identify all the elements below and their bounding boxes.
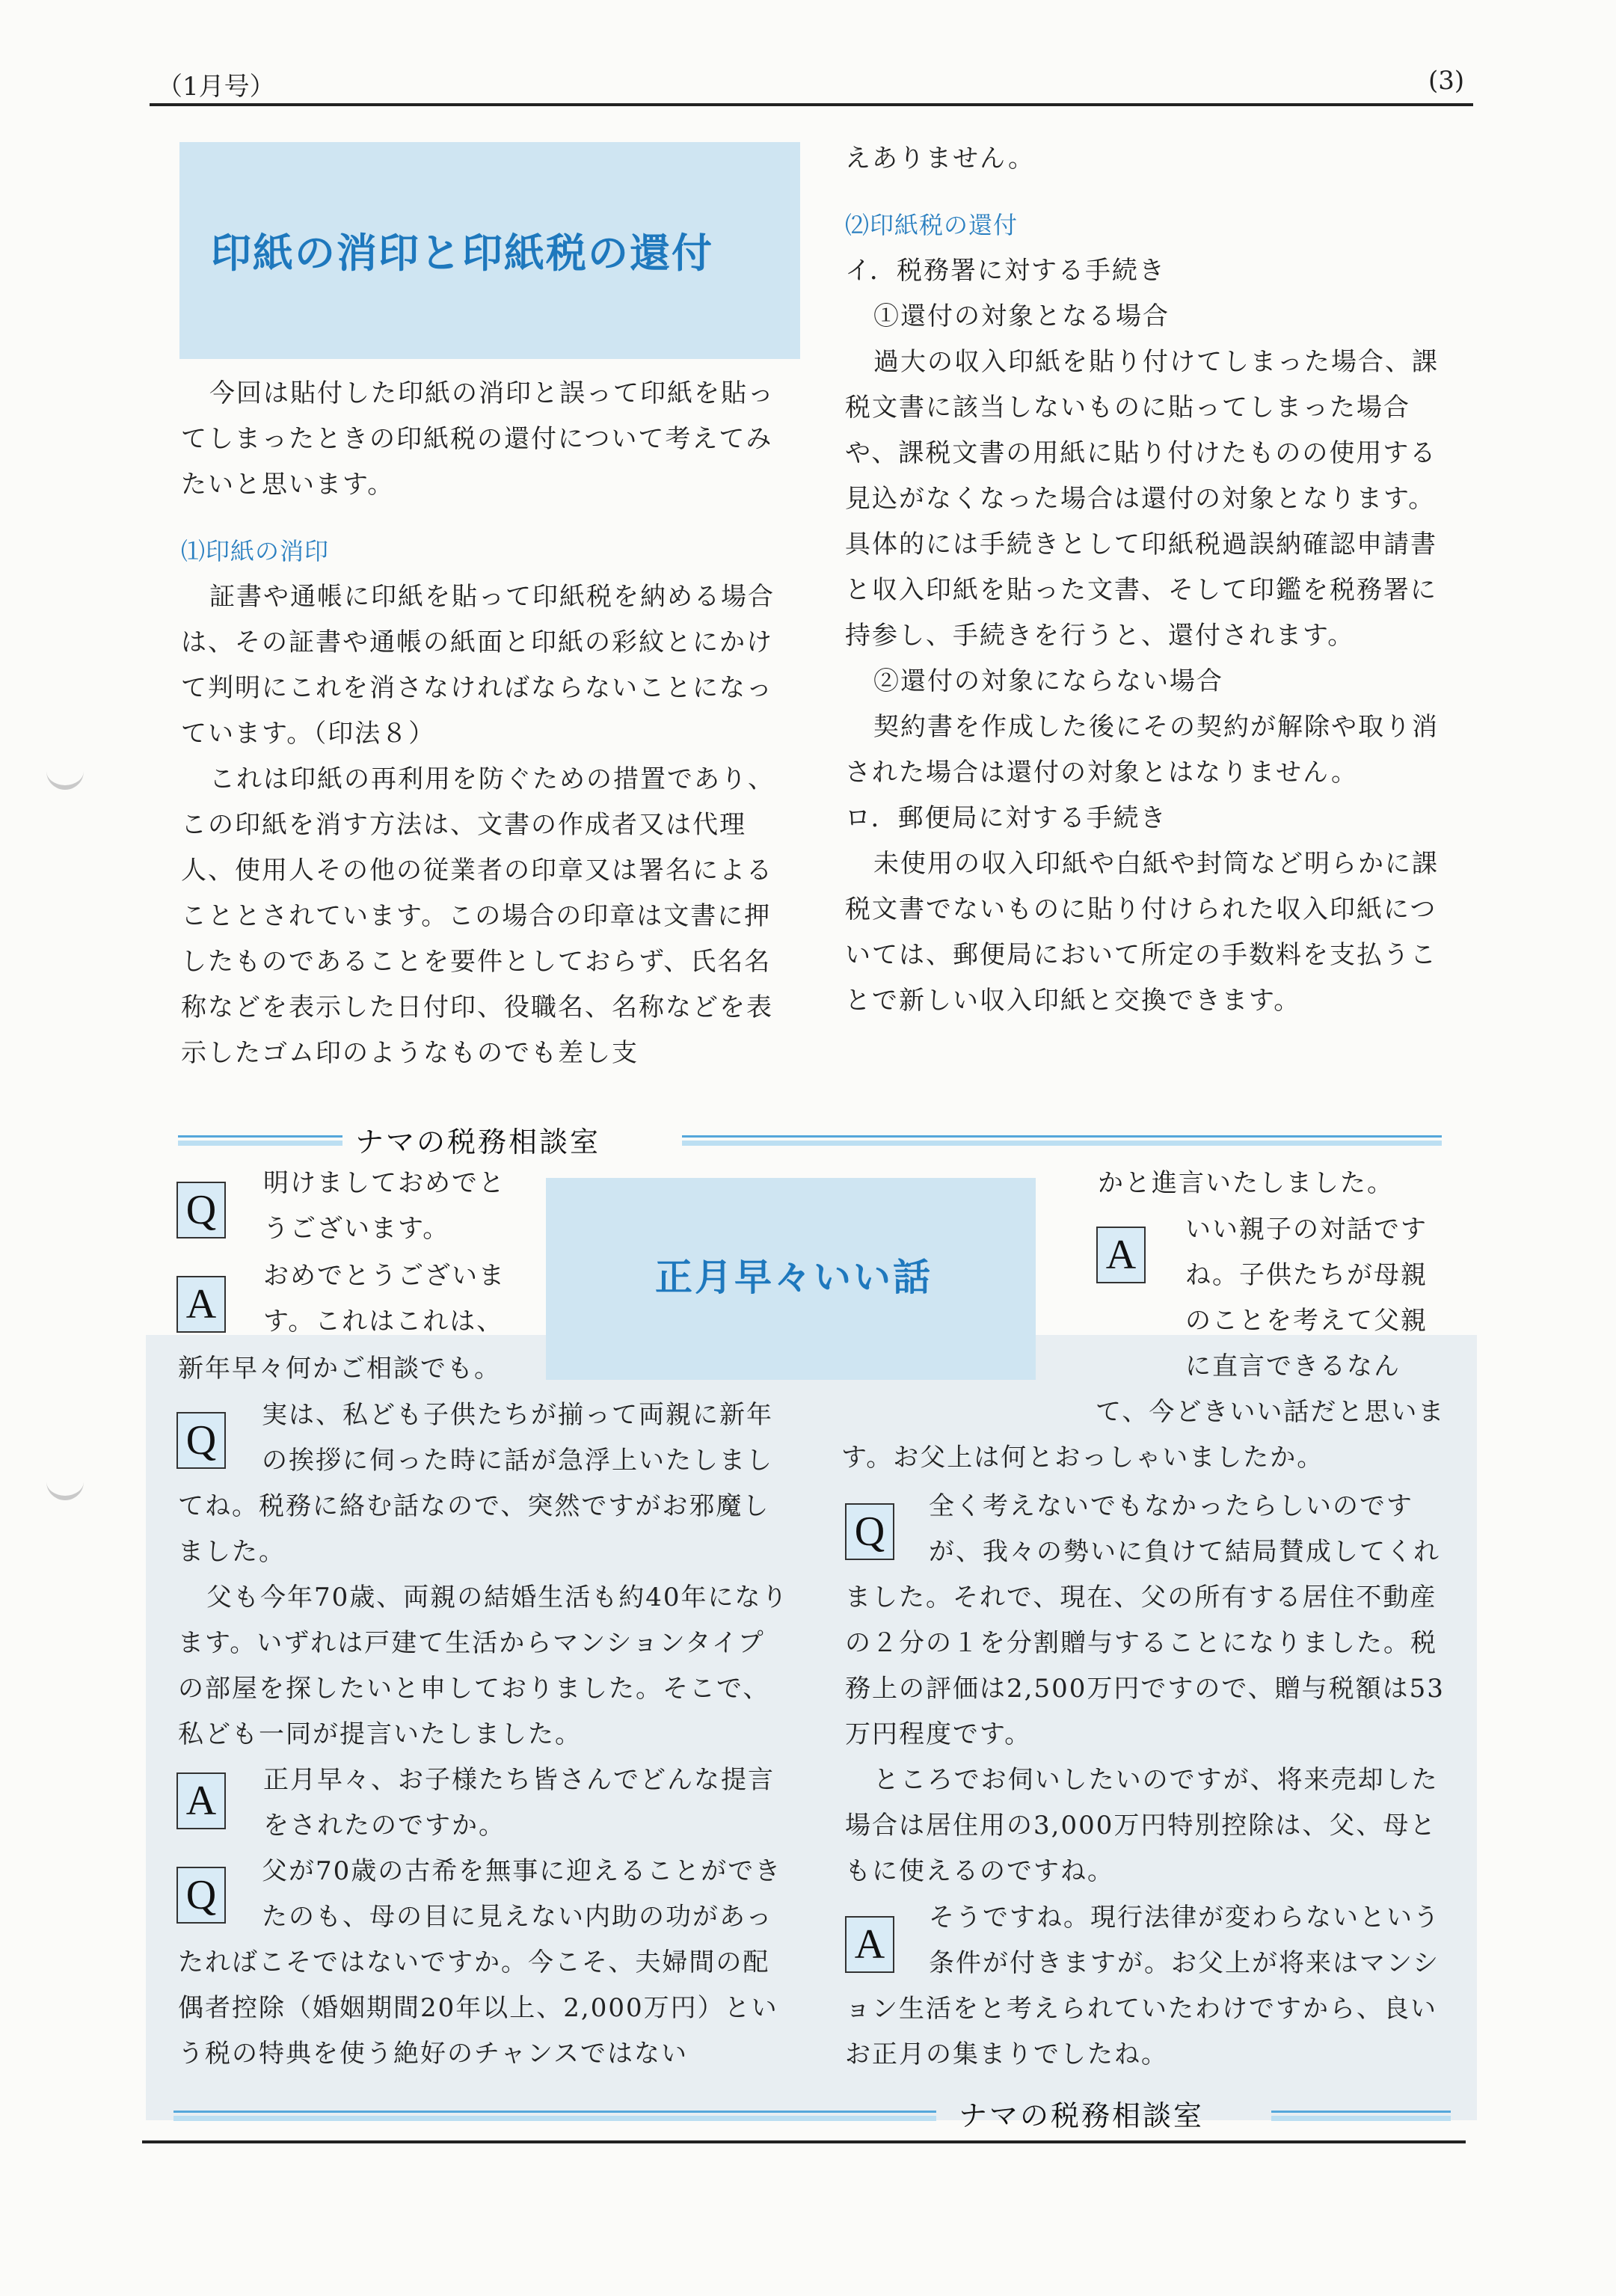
article-intro: 今回は貼付した印紙の消印と誤って印紙を貼ってしまったときの印紙税の還付について考えてみたいと思います。	[181, 378, 775, 500]
qa-a2	[263, 1758, 791, 1849]
banner-stripe	[178, 1135, 342, 1146]
question-marker: Q	[176, 1182, 226, 1238]
qa-text: 明けましておめでとうございます。	[263, 1168, 506, 1244]
qa-q1	[263, 1161, 521, 1252]
header-rule	[150, 103, 1473, 106]
article-paragraph: 契約書を作成した後にその契約が解除や取り消された場合は還付の対象とはなりません。	[845, 712, 1439, 788]
answer-marker: A	[176, 1276, 226, 1333]
qa-q3-cont	[1098, 1161, 1442, 1206]
article-paragraph: 証書や通帳に印紙を貼って印紙税を納める場合は、その証書や通帳の紙面と印紙の彩紋とにかけて判明にこれを消さなければならないことになっています。（印法８）	[181, 582, 775, 749]
answer-marker: A	[1096, 1227, 1146, 1283]
banner-stripe	[682, 1135, 1442, 1146]
qa-banner-top: ナマの税務相談室	[355, 1126, 601, 1158]
article-paragraph: えありません。	[845, 144, 1036, 174]
list-subheading: ②還付の対象にならない場合	[873, 666, 1223, 696]
list-heading: イ．税務署に対する手続き	[845, 256, 1166, 286]
qa-text: 父も今年70歳、両親の結婚生活も約40年になります。いずれは戸建て生活からマンションタイプの部屋を探したいと申しておりました。そこで、私ども一同が提言いたしました。	[178, 1583, 789, 1749]
binder-hole	[46, 755, 84, 790]
qa-text: そうですね。現行法律が変わらないという条件が付きますが。お父上が将来はマンション生活をと考えられていたわけですから、良いお正月の集まりでしたね。	[845, 1903, 1440, 2069]
qa-text: 実は、私ども子供たちが揃って両親に新年の挨拶に伺った時に話が急浮上いたしましてね。税務に絡む話なので、突然ですがお邪魔しました。	[178, 1400, 773, 1567]
footer-rule	[142, 2140, 1466, 2143]
article-paragraph: これは印紙の再利用を防ぐための措置であり、この印紙を消す方法は、文書の作成者又は代理人、使用人その他の従業者の印章又は署名によることとされています。この場合の印章は文書に押したものであることを要件としておらず、氏名名称などを表示した日付印、役職名、名称などを表示したゴム印のようなものでも差し支	[181, 764, 775, 1068]
article-paragraph: 未使用の収入印紙や白紙や封筒など明らかに課税文書でないものに貼り付けられた収入印紙については、郵便局において所定の手数料を支払うことで新しい収入印紙と交換できます。	[845, 849, 1439, 1016]
banner-stripe	[173, 2111, 936, 2121]
banner-stripe	[1271, 2111, 1451, 2121]
section-heading-refund: ⑵印紙税の還付	[845, 211, 1019, 239]
qa-q3	[178, 1849, 791, 2077]
list-heading: ロ．郵便局に対する手続き	[845, 803, 1167, 833]
list-subheading: ①還付の対象となる場合	[873, 301, 1170, 331]
qa-text: 全く考えないでもなかったらしいのですが、我々の勢いに負けて結局賛成してくれました。それで、現在、父の所有する居住不動産の２分の１を分割贈与することになりました。税務上の評価は2,500万円ですので、贈与税額は53万円程度です。	[845, 1491, 1445, 1749]
qa-text: かと進言いたしました。	[1098, 1168, 1394, 1198]
qa-text: おめでとうございます。これはこれは、	[263, 1261, 506, 1336]
qa-banner-bottom: ナマの税務相談室	[959, 2099, 1205, 2132]
qa-a1	[263, 1253, 521, 1345]
issue-label: （1月号）	[157, 72, 275, 102]
qa-a4	[845, 1895, 1451, 2078]
qa-text: 父が70歳の古希を無事に迎えることができたのも、母の目に見えない内助の功があったればこそではないですか。今こそ、夫婦間の配偶者控除（婚姻期間20年以上、2,000万円）という税の特典を使う絶好のチャンスではない	[178, 1856, 782, 2069]
binder-hole	[46, 1466, 84, 1500]
qa-text: 正月早々、お子様たち皆さんでどんな提言をされたのですか。	[263, 1765, 775, 1841]
page-number: (3)	[1428, 66, 1465, 96]
qa-left-column	[178, 1346, 791, 1392]
qa-title: 正月早々いい話	[655, 1256, 933, 1299]
question-marker: Q	[845, 1503, 894, 1560]
answer-marker: A	[176, 1772, 226, 1829]
answer-marker: A	[845, 1916, 894, 1973]
qa-q4	[845, 1484, 1451, 1894]
qa-text: ところでお伺いしたいのですが、将来売却した場合は居住用の3,000万円特別控除は、父、母ともに使えるのですね。	[845, 1765, 1439, 1886]
section-heading-stamp-cancel: ⑴印紙の消印	[181, 537, 330, 565]
question-marker: Q	[176, 1867, 226, 1924]
qa-text: いい親子の対話ですね。子供たちが母親のことを考えて父親に直言できるなんて、今どきいい話だと思います。お父上は何とおっしゃいましたか。	[841, 1215, 1446, 1473]
qa-q2	[178, 1393, 791, 1758]
qa-text: 新年早々何かご相談でも。	[178, 1354, 501, 1384]
qa-a3	[841, 1207, 1447, 1481]
article-right-column	[845, 136, 1451, 1024]
article-paragraph: 過大の収入印紙を貼り付けてしまった場合、課税文書に該当しないものに貼ってしまった場合や、課税文書の用紙に貼り付けたものの使用する見込がなくなった場合は還付の対象となります。具体的には手続きとして印紙税過誤納確認申請書と収入印紙を貼った文書、そして印鑑を税務署に持参し、手続きを行うと、還付されます。	[845, 347, 1439, 651]
article-left-column	[181, 371, 790, 1076]
article-title: 印紙の消印と印紙税の還付	[211, 230, 713, 277]
question-marker: Q	[176, 1412, 226, 1469]
